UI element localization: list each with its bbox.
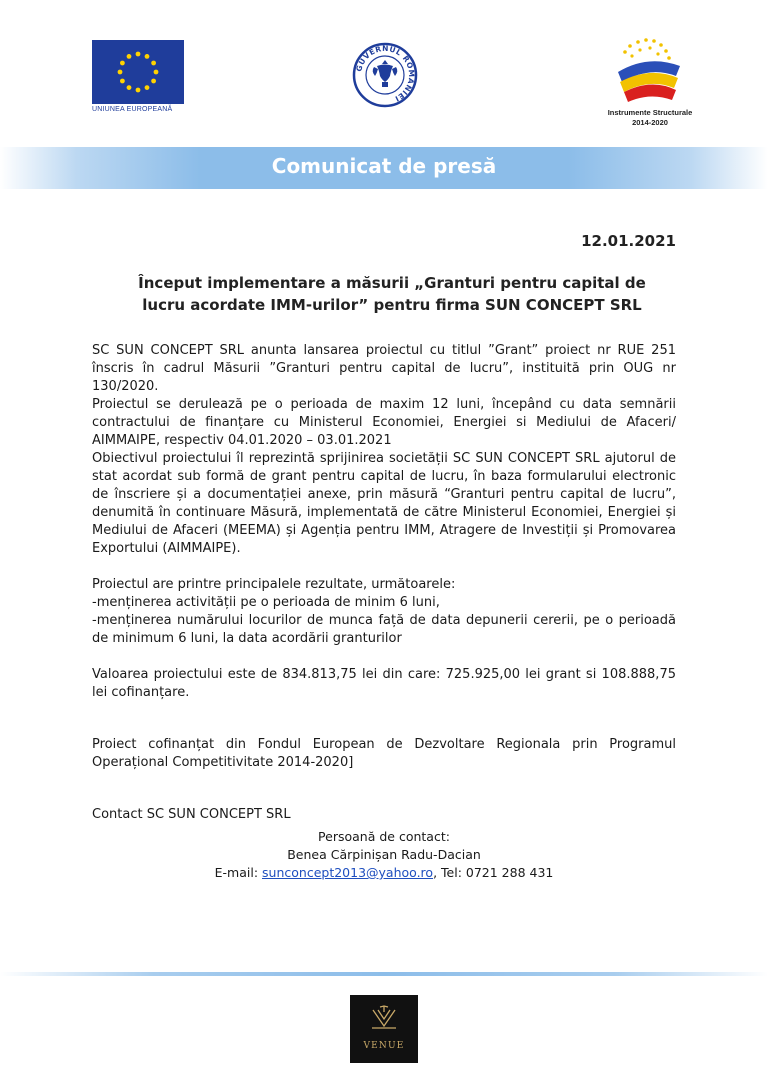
body-text [92, 342, 676, 824]
footer-divider [0, 972, 768, 976]
headline-line1: Început implementare a măsurii „Granturi pentru capital de [138, 274, 646, 292]
result-item: -menținerea numărului locurilor de munca față de data depunerii cererii, pe o perioadă de minimum 6 luni, la data acordării granturilor [92, 613, 676, 646]
paragraph-duration: Proiectul se derulează pe o perioada de maxim 12 luni, începând cu data semnării contractului de finanțare cu Ministerul Economiei, Energiei si Mediului de Afaceri/ AIMMAIPE, respectiv 04.01.2020 – 03.01.2021 [92, 397, 676, 448]
contact-block [92, 828, 676, 882]
headline-line2: lucru acordate IMM-urilor” pentru firma SUN CONCEPT SRL [142, 296, 642, 314]
structural-instruments-label [600, 108, 700, 128]
phone-label: , Tel: [433, 865, 466, 880]
email-link[interactable]: sunconcept2013@yahoo.ro [262, 865, 434, 880]
structural-instruments-logo-icon [610, 36, 688, 106]
headline [92, 272, 692, 316]
contact-heading: Persoană de contact: [318, 829, 450, 844]
venue-emblem-icon [369, 1004, 399, 1032]
banner-title: Comunicat de presă [271, 154, 497, 178]
gov-ring-text: GUVERNUL ROMÂNIEI [354, 43, 417, 104]
is-label-line2: 2014-2020 [632, 118, 668, 127]
results-intro: Proiectul are printre principalele rezultate, următoarele: [92, 577, 456, 592]
eu-flag-icon [92, 40, 184, 104]
logo-header [0, 0, 768, 140]
paragraph-objective: Obiectivul proiectului îl reprezintă sprijinirea societății SC SUN CONCEPT SRL ajutorul de stat acordat sub formă de grant pentru capital de lucru, în baza formularului electronic de înscriere și a documentației anexe, prin măsură “Granturi pentru capital de lucru”, denumită în continuare Măsură, implementată de către Ministerul Economiei, Energiei și Mediului de Afaceri (MEEMA) și Agenția pentru IMM, Atragere de Investiții și Promovarea Exportului (AIMMAIPE). [92, 451, 676, 556]
is-label-line1: Instrumente Structurale [607, 108, 693, 117]
contact-company: Contact SC SUN CONCEPT SRL [92, 807, 291, 822]
eu-label: UNIUNEA EUROPEANĂ [92, 106, 173, 113]
phone-number: 0721 288 431 [465, 865, 554, 880]
contact-name: Benea Cărpinișan Radu-Dacian [287, 847, 481, 862]
contact-line [92, 864, 676, 882]
email-label: E-mail: [214, 865, 263, 880]
venue-logo [350, 995, 418, 1063]
release-date: 12.01.2021 [581, 232, 676, 250]
paragraph-value: Valoarea proiectului este de 834.813,75 lei din care: 725.925,00 lei grant si 108.888,75 lei cofinanțare. [92, 667, 676, 700]
venue-text: VENUE [363, 1041, 405, 1051]
result-item: -menținerea activității pe o perioada de minim 6 luni, [92, 595, 440, 610]
paragraph-announcement: SC SUN CONCEPT SRL anunta lansarea proiectul cu titlul ”Grant” proiect nr RUE 251 înscris în cadrul Măsurii ”Granturi pentru capital de lucru”, instituită prin OUG nr 130/2020. [92, 343, 676, 394]
government-seal-icon [352, 42, 418, 108]
paragraph-cofinanced: Proiect cofinanțat din Fondul European de Dezvoltare Regionala prin Programul Operațional Competitivitate 2014-2020] [92, 737, 676, 770]
